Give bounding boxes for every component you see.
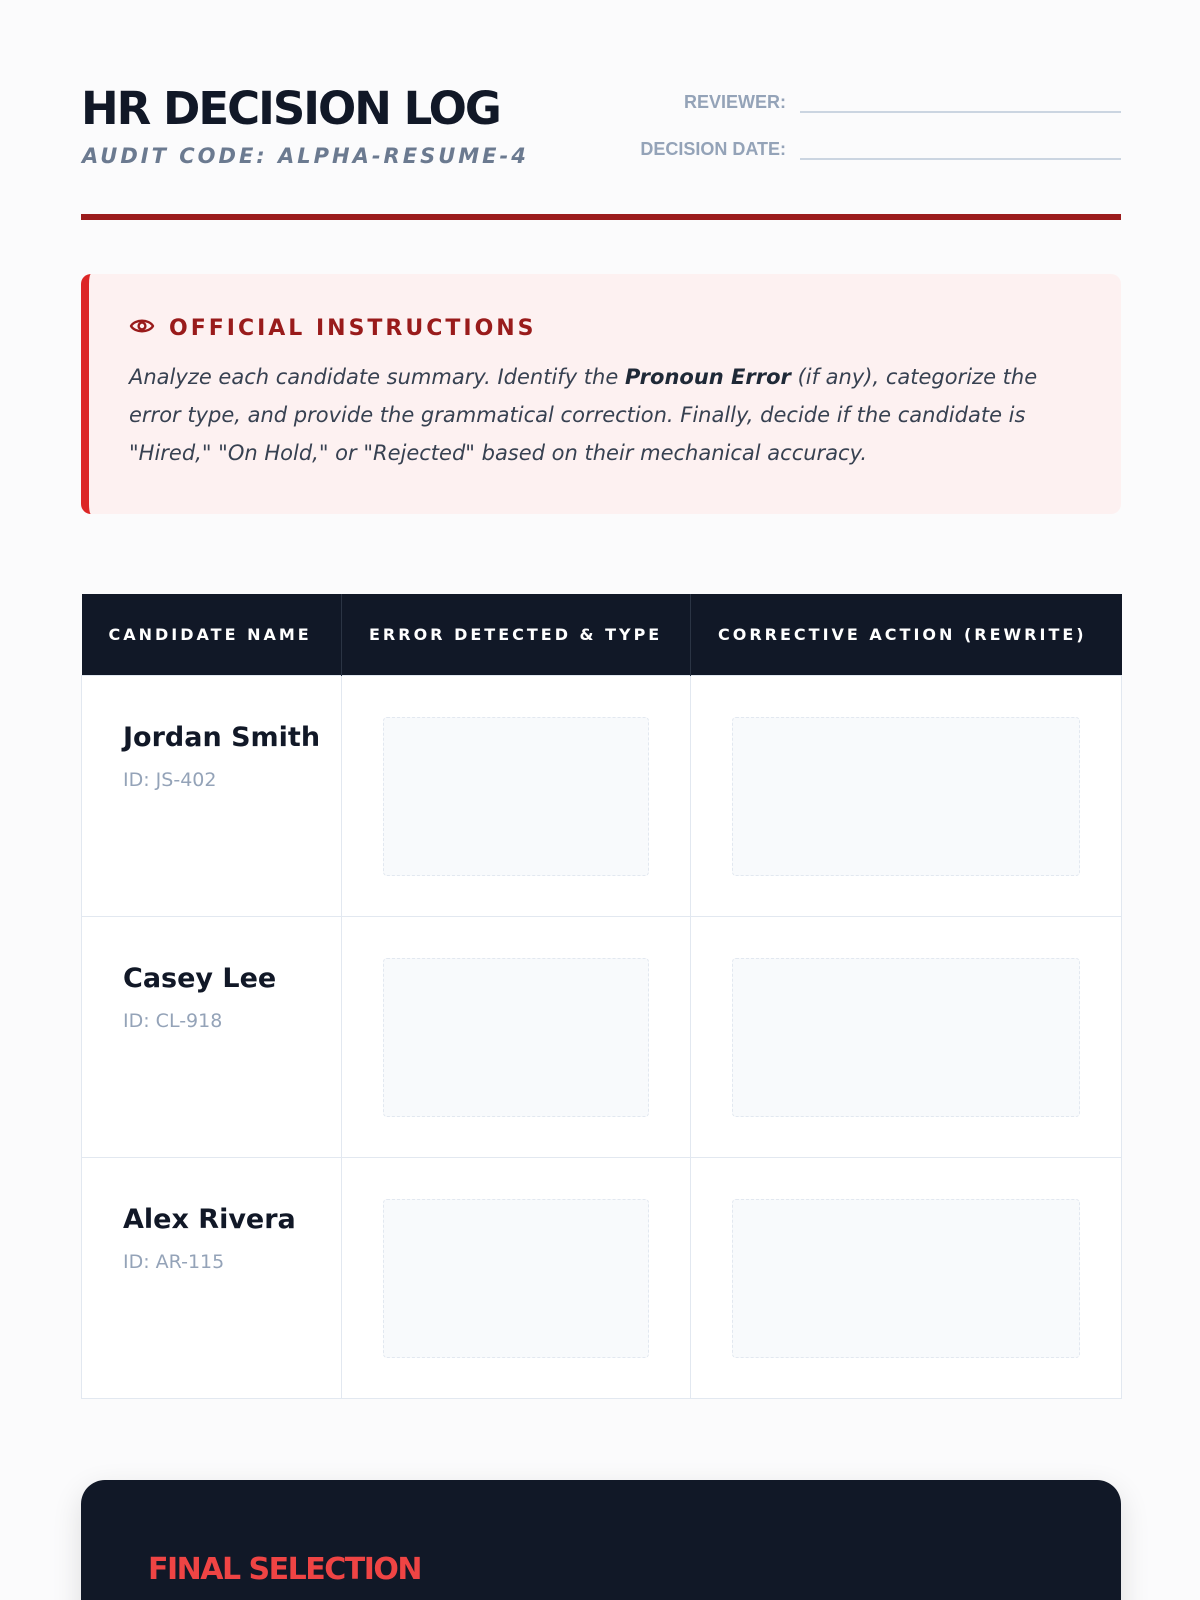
instructions-title: OFFICIAL INSTRUCTIONS [169,316,537,341]
rewrite-cell [691,917,1122,1158]
table-header-row [82,594,1122,676]
candidate-id: ID: CL-918 [123,1010,223,1032]
error-input[interactable] [383,717,649,876]
rewrite-cell [691,1158,1122,1399]
table-row [82,676,1122,917]
instructions-text [129,358,1089,472]
column-header-error: ERROR DETECTED & TYPE [342,594,691,676]
instructions-text-part: Analyze each candidate summary. Identify the [129,365,625,389]
error-cell [342,1158,691,1399]
audit-code: AUDIT CODE: ALPHA-RESUME-4 [82,144,529,168]
candidate-id: ID: JS-402 [123,769,217,791]
decision-date-label: DECISION DATE: [640,139,786,159]
rewrite-input[interactable] [732,717,1080,876]
candidate-cell [82,1158,342,1399]
instructions-text-part: (if any), categorize the error type, and provide the grammatical correction. Finally, decide if the candidate is "Hired," "On Hold," or "Rejected" based on their mechanical accuracy. [129,365,1038,465]
reviewer-row [684,85,1121,113]
header-divider [81,214,1121,220]
final-selection-title: FINAL SELECTION [148,1552,422,1587]
page-title: HR DECISION LOG [81,82,500,135]
decision-table [81,594,1122,1399]
decision-date-field[interactable] [800,132,1121,160]
candidate-id: ID: AR-115 [123,1251,225,1273]
candidate-name [123,714,323,799]
candidate-name-text: Alex Rivera [123,1204,296,1235]
candidate-name-text: Jordan Smith [123,722,321,753]
decision-date-row [640,132,1121,160]
table-row [82,917,1122,1158]
rewrite-input[interactable] [732,958,1080,1117]
reviewer-label: REVIEWER: [683,92,786,112]
reviewer-field[interactable] [800,85,1121,113]
candidate-name [123,955,323,1040]
instructions-panel [81,274,1121,514]
final-selection-panel [81,1480,1121,1600]
error-cell [342,676,691,917]
header [81,80,1121,220]
candidate-name-text: Casey Lee [123,963,277,994]
table-row [82,1158,1122,1399]
candidate-cell [82,917,342,1158]
candidate-cell [82,676,342,917]
error-cell [342,917,691,1158]
rewrite-input[interactable] [732,1199,1080,1358]
eye-icon [129,316,169,341]
column-header-rewrite: CORRECTIVE ACTION (REWRITE) [691,594,1122,676]
error-input[interactable] [383,958,649,1117]
error-input[interactable] [383,1199,649,1358]
candidate-name [123,1196,323,1281]
instructions-text-bold: Pronoun Error [624,365,791,389]
column-header-candidate: CANDIDATE NAME [82,594,342,676]
instructions-header [129,316,537,341]
rewrite-cell [691,676,1122,917]
